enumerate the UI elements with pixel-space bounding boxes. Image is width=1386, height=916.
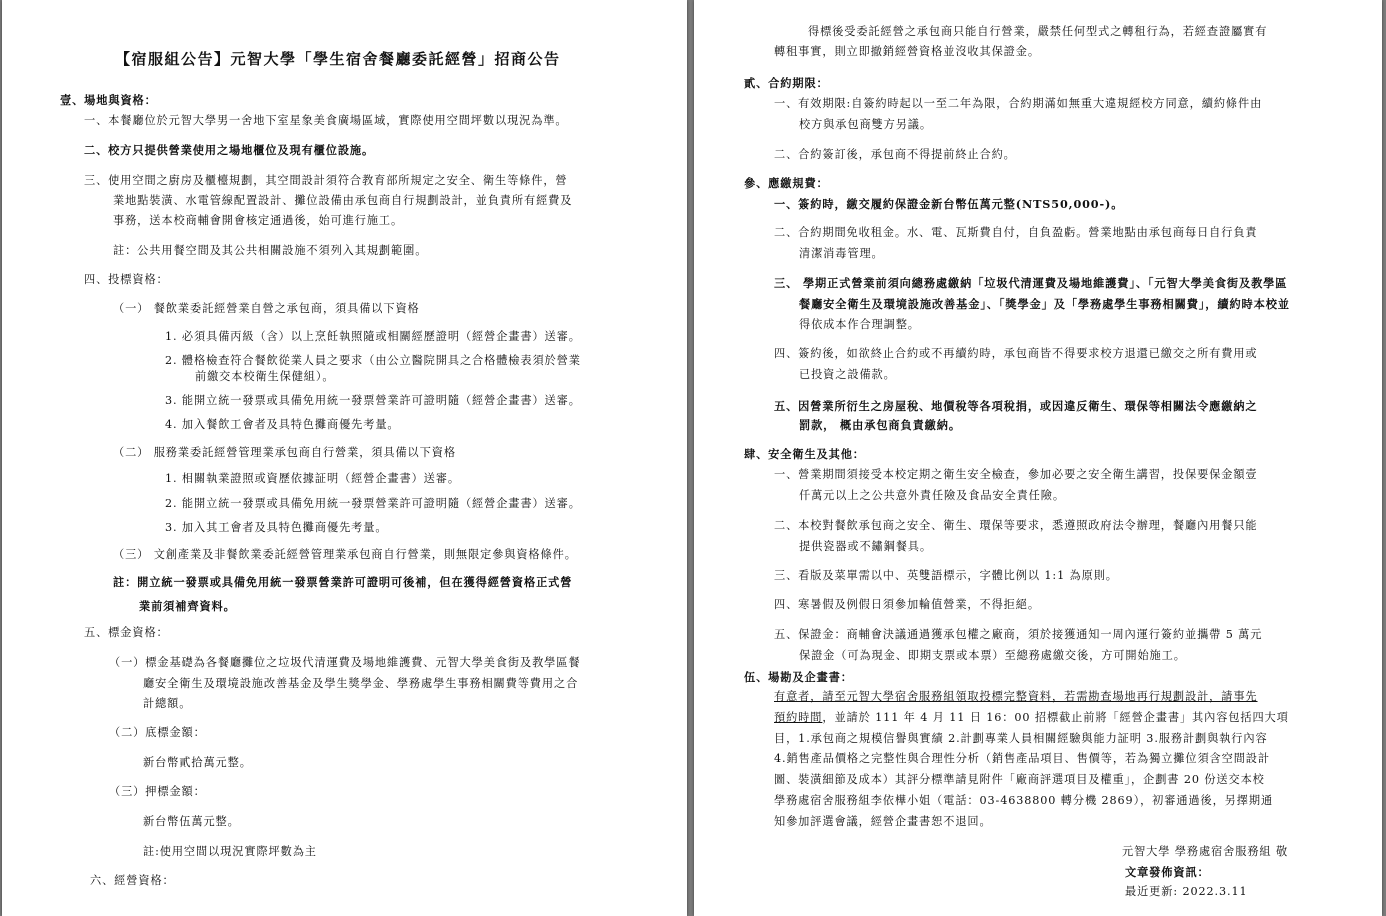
paragraph: 三、使用空間之廚房及櫃檯規劃，其空間設計須符合教育部所規定之安全、衛生等條件，營 (84, 174, 568, 187)
last-updated: 最近更新: 2022.3.11 (1125, 885, 1248, 898)
paragraph: 目，1.承包商之規模信譽與實績 2.計劃專業人員相關經驗與能力証明 3.服務計劃與執行內容 (774, 732, 1268, 745)
paragraph: 罰款， 概由承包商負責繳納。 (799, 418, 961, 432)
section-heading: 壹、場地與資格： (60, 93, 157, 107)
paragraph: 新台幣貳拾萬元整。 (143, 756, 252, 769)
note: 業前須補齊資料。 (139, 599, 236, 613)
section-heading: 肆、安全衛生及其他： (744, 447, 865, 461)
paragraph: 五、保證金：商輔會決議通過獲承包權之廠商，須於接獲通知一周內運行簽約並攜帶 5 萬元 (774, 628, 1263, 641)
paragraph: 四、投標資格： (84, 273, 169, 286)
paragraph: （一）標金基礎為各餐廳攤位之垃圾代清運費及場地維護費、元智大學美食街及教學區餐 (109, 656, 581, 669)
list-item: 3. 能開立統一發票或具備免用統一發票營業許可證明隨（經營企畫書）送審。 (165, 394, 581, 407)
paragraph: 保證金（可為現金、即期支票或本票）至總務處繳交後，方可開始施工。 (799, 649, 1186, 662)
paragraph: 提供瓷器或不鏽鋼餐具。 (799, 540, 932, 553)
paragraph: 一、本餐廳位於元智大學男一舍地下室星象美食廣場區域，實際使用空間坪數以現況為準。 (84, 114, 568, 127)
list-item: 3. 加入其工會者及具特色攤商優先考量。 (165, 521, 388, 534)
list-item: 2. 體格檢查符合餐飲從業人員之要求（由公立醫院開具之合格體檢表須於營業 (165, 354, 581, 367)
paragraph: 仟萬元以上之公共意外責任險及食品安全責任險。 (799, 489, 1065, 502)
paragraph: 計總額。 (143, 697, 192, 710)
paragraph: （三）押標金額： (109, 785, 206, 798)
paragraph: 一、營業期間須接受本校定期之衛生安全檢查，參加必要之安全衛生講習，投保要保金額壹 (774, 468, 1258, 481)
paragraph: 一、有效期限:自簽約時起以一至二年為限，合約期滿如無重大違規經校方同意，續約條件由 (774, 97, 1263, 110)
paragraph: （二）底標金額： (109, 726, 206, 739)
paragraph: 校方與承包商雙方另議。 (799, 118, 932, 131)
paragraph: 得依成本作合理調整。 (799, 318, 920, 331)
sub-heading: （一） 餐飲業委託經營業自營之承包商，須具備以下資格 (113, 302, 420, 315)
paragraph: 4.銷售產品價格之完整性與合理性分析（銷售產品項目、售價等，若為獨立攤位須含空間設計 (774, 752, 1270, 765)
paragraph (774, 711, 1289, 725)
signature-line: 元智大學 學務處宿舍服務組 敬 (1122, 845, 1289, 858)
list-item: 2. 能開立統一發票或具備免用統一發票營業許可證明隨（經營企畫書）送審。 (165, 497, 581, 510)
paragraph: 六、經營資格： (90, 874, 175, 887)
paragraph: 餐廳安全衛生及環境設施改善基金」、「獎學金」及「學務處學生事務相關費」，續約時本校並 (799, 297, 1290, 311)
document-page-left (2, 0, 687, 916)
paragraph: 二、合約期間免收租金。水、電、瓦斯費自付，自負盈虧。營業地點由承包商每日自行負責 (774, 226, 1258, 239)
paragraph: 三、 學期正式營業前須向總務處繳納「垃圾代清運費及場地維護費」、「元智大學美食街及教學區 (774, 276, 1288, 290)
paragraph: 業地點裝潢、水電管線配置設計、攤位設備由承包商自行規劃設計，並負責所有經費及 (113, 194, 573, 207)
paragraph: 一、簽約時，繳交履約保證金新台幣伍萬元整(NTS50,000-)。 (774, 197, 1124, 211)
release-info-label: 文章發佈資訊： (1125, 865, 1210, 879)
list-item: 1. 必須具備丙級（含）以上烹飪執照隨或相關經歷證明（經營企畫書）送審。 (165, 330, 581, 343)
paragraph: 廳安全衛生及環境設施改善基金及學生獎學金、學務處學生事務相關費等費用之合 (143, 677, 579, 690)
paragraph: 四、寒暑假及例假日須參加輪值營業，不得拒絕。 (774, 598, 1040, 611)
announcement-title: 【宿服組公告】元智大學「學生宿舍餐廳委託經營」招商公告 (115, 50, 561, 68)
list-item: 4. 加入餐飲工會者及具特色攤商優先考量。 (165, 418, 400, 431)
list-item: 前繳交本校衛生保健組）。 (195, 370, 335, 383)
paragraph: 二、校方只提供營業使用之場地櫃位及現有櫃位設施。 (84, 143, 375, 157)
underlined-text: 預約時間 (774, 711, 823, 724)
note: 註:使用空間以現況實際坪數為主 (143, 845, 317, 858)
paragraph: 事務，送本校商輔會開會核定通過後，始可進行施工。 (113, 214, 404, 227)
paragraph: 知參加評選會議，經營企畫書恕不退回。 (774, 815, 992, 828)
paragraph: 有意者，請至元智大學宿舍服務組領取投標完整資料，若需勘查場地再行規劃設計，請事先 (774, 690, 1258, 703)
section-heading: 參、應繳規費： (744, 176, 829, 190)
section-heading: 貳、合約期限： (744, 76, 829, 90)
sub-heading: （二） 服務業委託經營管理業承包商自行營業，須具備以下資格 (113, 446, 456, 459)
document-page-right (694, 0, 1382, 916)
paragraph: 五、標金資格： (84, 626, 169, 639)
paragraph: 三、看版及菜單需以中、英雙語標示，字體比例以 1:1 為原則。 (774, 569, 1118, 582)
paragraph: 二、本校對餐飲承包商之安全、衛生、環保等要求，悉遵照政府法令辦理，餐廳內用餐只能 (774, 519, 1258, 532)
list-item: 1. 相關執業證照或資歷依據証明（經營企畫書）送審。 (165, 472, 460, 485)
paragraph: 已投資之設備款。 (799, 368, 896, 381)
sub-heading: （三） 文創產業及非餐飲業委託經營管理業承包商自行營業，則無限定參與資格條件。 (113, 548, 577, 561)
paragraph: 得標後受委託經營之承包商只能自行營業，嚴禁任何型式之轉租行為，若經查證屬實有 (808, 25, 1268, 38)
paragraph: 圖、裝潢細節及成本）其評分標準請見附件「廠商評選項目及權重」，企劃書 20 份送交本校 (774, 773, 1265, 786)
paragraph: 新台幣伍萬元整。 (143, 815, 240, 828)
paragraph: 轉租事實，則立即撤銷經營資格並沒收其保證金。 (774, 45, 1040, 58)
paragraph-text: ，並請於 111 年 4 月 11 日 16：00 招標截止前將「經營企畫書」其內容包括四大項 (822, 711, 1289, 724)
paragraph: 清潔消毒管理。 (799, 247, 884, 260)
paragraph: 二、合約簽訂後，承包商不得提前終止合約。 (774, 148, 1016, 161)
section-heading: 伍、場勘及企畫書： (744, 670, 853, 684)
paragraph: 四、簽約後，如欲終止合約或不再續約時，承包商皆不得要求校方退還已繳交之所有費用或 (774, 347, 1258, 360)
paragraph: 學務處宿舍服務組李依樺小姐（電話：03-4638800 轉分機 2869），初審通過後，另擇期通 (774, 794, 1274, 807)
note: 註：公共用餐空間及其公共相關設施不須列入其規劃範圍。 (113, 244, 428, 257)
note: 註：開立統一發票或具備免用統一發票營業許可證明可後補，但在獲得經營資格正式營 (113, 575, 573, 589)
paragraph: 五、因營業所衍生之房屋稅、地價稅等各項稅捐，或因違反衛生、環保等相關法令應繳納之 (774, 399, 1258, 413)
